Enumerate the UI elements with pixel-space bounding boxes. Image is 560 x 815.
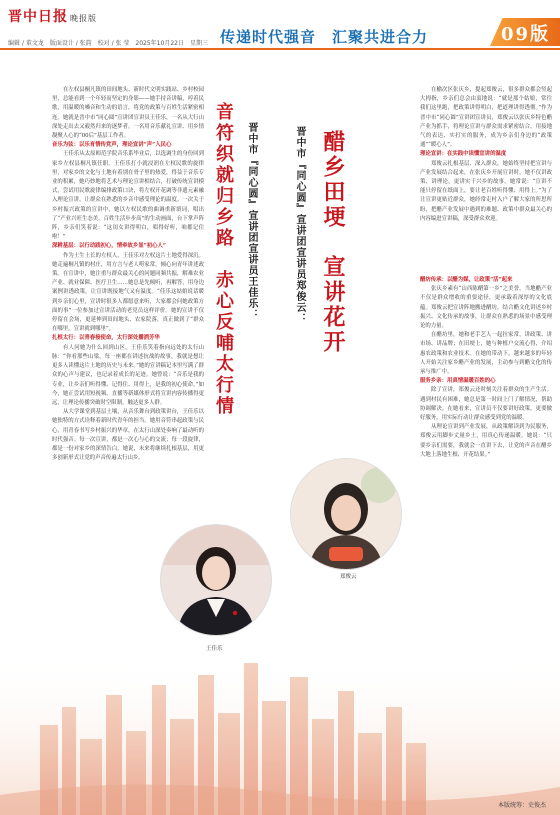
logo-subtitle: 晚报版 <box>70 14 97 23</box>
editor-line: 编辑 / 董文龙 版面设计 / 张韵 校对 / 张 莹 2025年10月22日 星期三 <box>8 40 208 47</box>
portrait-caption-wang: 王佳乐 <box>206 646 223 652</box>
right-subheading: 醋坊传承：以醋为媒，让政策“活”起来 <box>420 277 513 283</box>
right-paragraph: 郑俊云扎根基层、深入群众，她始终坚持把宣讲与产业发展结合起来，在张庆乡开展宣讲时，她不仅讲政策、讲理论，更讲实干兴乡的故事。她常说：“宣讲不能只停留在纸面上，要让老百姓听得懂、用得上。”为了让宣讲更贴近群众，她经常走村入户了解大家的所思所盼，把醋产业发展中遇到的难题、政策中群众最关心的内容编进宣讲稿，深受群众欢迎。 <box>420 160 552 222</box>
left-paragraph: 王佳乐从太原师范学院音乐系毕业后，以选调生的身份回到家乡左权县桐凡镇任职。王佳乐打小就浸润在左权民歌的旋律里，对家乡的文化与土地有着别在骨子里的热爱，得益于音乐专业的积累，她巧妙地将艺术与理论宣讲相结合，打破传统宣讲模式，尝试用民歌旋律编排政策口诀，将左权开花调等非遗元素融入理论宣讲，让群众在熟悉的乡音中感受理论的温度。一次关于乡村振兴政策的宣讲中，她以左权民歌的曲调重新填词，唱出了“产业兴旺生态美，百姓生活步步高”的生动画面，台下掌声阵阵，乡亲们笑着说：“这闺女讲得明白，唱得好听，咱都记住啦！” <box>52 151 204 241</box>
page-credit: 本版统筹：史俊杰 <box>497 802 546 809</box>
right-subheading: 服务乡亲：用真情温暖百姓的心 <box>420 378 496 385</box>
right-paragraph: 在榆次区张庆乡，提起郑俊云，很多群众都会竖起大拇指，乡亲们总会由衷地说：“就是那个姑娘，常往我们这里跑，把政策讲得明白，把道理讲得透彻。”作为晋中市“同心圆”宣讲团宣讲员，郑俊云以张庆乡特色醋产业为抓手，将理论宣讲与群众需求紧密结合，用接地气的表达、实打实的服务，成为乡亲们身边的“政策通”“暖心人”。 <box>420 87 552 149</box>
right-paragraph: 张庆乡素有“山西陈醋第一乡”之美誉，当地醋产业不仅是群众增收的重要途径，更承载着深厚的文化底蕴。郑俊云把宣讲阵地搬进醋坊，结合醋文化讲述乡村振兴、文化传承的故事，让群众在熟悉的场景中感受理论的力量。 <box>420 286 552 330</box>
right-article-body-top <box>420 86 552 272</box>
portrait-caption-zheng: 郑俊云 <box>340 574 357 580</box>
right-paragraph: 在醋坊里，她和老手艺人一起拉家常，讲政策、讲市场、讲品牌；在田埂上，她与种植户交流心得，介绍惠农政策和农业技术。在她的带动下，越来越多的年轻人开始关注家乡醋产业的发展，主动参与到醋文化的传承与推广中。 <box>420 332 552 376</box>
right-paragraph: 从理论宣讲到产业发展，从政策解读到为民服务，郑俊云用脚步丈量乡土，用真心传递温暖。她说：“只要乡亲们需要，我就会一直讲下去，让党的声音在醋乡大地上落地生根、开花结果。” <box>420 424 552 458</box>
person-illustration <box>291 459 401 569</box>
skyline-illustration <box>0 655 560 815</box>
left-article-kicker: 晋中市『同心圆』宣讲团宣讲员王佳乐： <box>246 122 257 320</box>
right-article-kicker: 晋中市『同心圆』宣讲团宣讲员郑俊云： <box>294 126 305 324</box>
portrait-wang-jiale <box>160 524 272 636</box>
left-article-title: 音符织就归乡路 赤心反哺太行情 <box>213 102 234 417</box>
newspaper-logo <box>8 6 97 26</box>
left-paragraph: 作为土生土长的左权人，王佳乐对左权这片土地爱得深沉。她走遍桐凡镇的村庄，用方言与老人唠家常，倾心向青年讲述政策。在宣讲中，她注重与群众最关心的问题同频共振，解难农业产业、就业保障、医疗卫生……她总是先倾听，再解答，用身边案例讲透政策。让宣讲既接地气又有温度。“佳乐这姑娘说话暖到乡亲们心里，宣讲时很多人都愿意来听，大家都会问她政策方面的事”一位参加过宣讲活动的老党员这样评价。她的宣讲不仅停留在会场，更延伸到田间地头、农家院落，真正做到了“群众在哪里，宣讲就到哪里”。 <box>52 252 204 333</box>
page-version: 09版 <box>500 24 550 45</box>
left-paragraph: 在左权县桐凡镇的田间地头、新时代文明实践站、乡村校园里，总能看到一个年轻而坚定的身影——她手持音讲稿，哼着民歌，用温暖的嗓音和生动的语言，将党的政策与百姓生活紧密相连。她就是晋中市“同心圆”宣讲团宣讲员王佳乐，一名从大行山深处走出去又毅然归来的逐梦者。一名用音乐献礼宣讲、用乡情凝聚人心的“00后”基层工作者。 <box>52 87 204 140</box>
person-illustration <box>161 525 271 635</box>
masthead <box>0 0 560 50</box>
left-subheading: 深耕基层：以行动践初心，情牵故乡显“初心人” <box>52 243 167 250</box>
right-article-title: 醋乡田埂 宣讲花开 <box>320 130 346 355</box>
right-paragraph: 除了宣讲，郑俊云还时刻关注着群众的生产生活。遇到村民有困难，她总是第一时间上门了解情况，帮助协调解决。在她看来，宣讲员不仅要讲好政策，更要做好服务，用实际行动让群众感受到党的温暖。 <box>420 387 552 422</box>
left-subheading: 扎根太行：以青春接使命，太行深处播洒芳华 <box>52 335 160 342</box>
portrait-zheng-junyun <box>290 458 402 570</box>
left-paragraph: 有人问她为什么回到山区，王佳乐笑着指向远处的太行山脉：“你看那些山梁，每一座都在讲述抗战的故事，我就是想让更多人读懂这片土地的历史与未来。”她的宣讲稿记本里写满了群众的心声与建议，也记录着成长的足迹。她曾说：“音乐是我的专业，让乡亲们听得懂、记得住、用得上，是我的初心使命。”如今，她正尝试用短视频、直播等新媒体形式将宣讲内容传播得更远，让理论传播突破时空限制，触达更多人群。 <box>52 344 204 406</box>
masthead-rule <box>0 48 560 50</box>
left-subheading: 音乐为弦：以乐育情传党声，理论宣讲“声”入民心 <box>52 142 172 149</box>
right-subheading: 理论宣讲：在实践中读懂宣讲的温度 <box>420 151 507 158</box>
page-slogan: 传递时代强音 汇聚共进合力 <box>220 28 429 46</box>
logo-text: 晋中日报 <box>8 9 68 25</box>
left-paragraph: 从大学课堂到基层土壤，从音乐舞台到政策讲台，王佳乐以她独特的方式诠释着新时代青年的担当。她用音符串起政策与民心，用青春书写乡村振兴的华章，在太行山深处奏响了最动听的时代强音。每一次宣讲，都是一次心与心的交流；每一段旋律，都是一份对家乡的深情告白。她说，未来将继续扎根基层，用更多创新形式让党的声音传遍太行山乡。 <box>52 409 204 462</box>
